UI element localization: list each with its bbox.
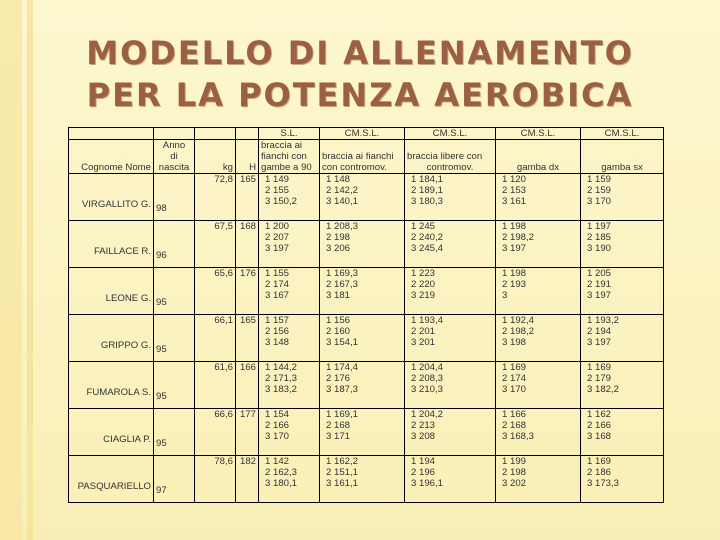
cm3-values	[498, 456, 578, 489]
results-table	[68, 127, 664, 503]
cm4-values	[583, 409, 661, 442]
cm4-trial-value: 1 169	[587, 362, 612, 373]
cm4-trial-value: 1 159	[587, 174, 612, 185]
cm1-cell	[320, 221, 405, 268]
header-row-labels	[69, 140, 664, 174]
cm2-values	[407, 174, 493, 207]
header-group-cm1: CM.S.L.	[320, 128, 405, 140]
cm4-trial-value: 2 159	[587, 185, 612, 196]
cm2-cell	[405, 268, 496, 315]
cm2-values	[407, 409, 493, 442]
weight-cell: 66,1	[195, 315, 236, 362]
cm1-trial-value: 3 181	[326, 290, 351, 301]
athlete-name-cell	[69, 409, 154, 456]
sl-trial-value: 3 183,2	[265, 384, 298, 395]
cm1-cell	[320, 456, 405, 503]
cm4-trial-value: 3 197	[587, 337, 612, 348]
cm2-cell	[405, 409, 496, 456]
cm1-values	[322, 174, 402, 207]
table-row	[69, 456, 664, 503]
cm1-values	[322, 268, 402, 301]
sl-trial-value: 1 200	[265, 221, 290, 232]
cm3-trial-value: 3 198	[502, 337, 527, 348]
cm2-trial-value: 1 194	[411, 456, 436, 467]
cm3-values	[498, 315, 578, 348]
cm2-cell	[405, 174, 496, 221]
cm2-trial-value: 1 193,4	[411, 315, 444, 326]
header-group-sl: S.L.	[259, 128, 320, 140]
cm3-cell	[496, 174, 581, 221]
cm1-trial-value: 3 154,1	[326, 337, 359, 348]
cm1-values	[322, 409, 402, 442]
table-row	[69, 268, 664, 315]
athlete-name-cell	[69, 174, 154, 221]
sl-trial-value: 2 171,3	[265, 373, 298, 384]
cm3-trial-value: 2 153	[502, 185, 527, 196]
cm2-trial-value: 3 208	[411, 431, 436, 442]
cm1-trial-value: 2 142,2	[326, 185, 359, 196]
sl-trial-value: 3 170	[265, 431, 290, 442]
cm2-trial-value: 1 223	[411, 268, 436, 279]
sl-trial-value: 1 154	[265, 409, 290, 420]
cm1-trial-value: 2 198	[326, 232, 351, 243]
cm3-trial-value: 3 161	[502, 196, 527, 207]
cm2-cell	[405, 456, 496, 503]
cm1-trial-value: 1 169,1	[326, 409, 359, 420]
athlete-name: CIAGLIA P.	[103, 433, 151, 445]
sl-values	[261, 268, 317, 301]
header-sl-line1: braccia ai	[261, 140, 303, 151]
sl-trial-value: 3 197	[265, 243, 290, 254]
cm3-trial-value: 1 198	[502, 221, 527, 232]
cm3-cell	[496, 268, 581, 315]
sl-cell	[259, 315, 320, 362]
cm1-trial-value: 1 169,3	[326, 268, 359, 279]
cm4-trial-value: 1 193,2	[587, 315, 620, 326]
birth-year: 96	[156, 249, 167, 261]
cm4-trial-value: 2 186	[587, 467, 612, 478]
weight-cell: 67,5	[195, 221, 236, 268]
cm1-cell	[320, 174, 405, 221]
cm4-cell	[581, 362, 664, 409]
cm3-trial-value: 2 174	[502, 373, 527, 384]
cm1-trial-value: 2 176	[326, 373, 351, 384]
height-cell: 165	[236, 315, 259, 362]
athlete-name-cell	[69, 315, 154, 362]
cm3-values	[498, 221, 578, 254]
sl-trial-value: 3 150,2	[265, 196, 298, 207]
birth-year-cell	[154, 456, 195, 503]
header-empty	[154, 128, 195, 140]
cm3-values	[498, 174, 578, 207]
sl-trial-value: 1 144,2	[265, 362, 298, 373]
cm4-trial-value: 2 185	[587, 232, 612, 243]
cm4-trial-value: 2 179	[587, 373, 612, 384]
sl-trial-value: 3 167	[265, 290, 290, 301]
cm1-trial-value: 1 148	[326, 174, 351, 185]
cm4-trial-value: 1 197	[587, 221, 612, 232]
cm2-trial-value: 3 210,3	[411, 384, 444, 395]
cm2-values	[407, 221, 493, 254]
header-cm1-line2: con contromov.	[322, 162, 387, 173]
cm4-trial-value: 1 169	[587, 456, 612, 467]
sl-cell	[259, 362, 320, 409]
cm2-trial-value: 3 219	[411, 290, 436, 301]
cm2-trial-value: 3 196,1	[411, 478, 444, 489]
table-row	[69, 315, 664, 362]
cm2-cell	[405, 362, 496, 409]
slide-title-line1: MODELLO DI ALLENAMENTO	[86, 34, 634, 72]
weight-cell: 78,6	[195, 456, 236, 503]
cm4-trial-value: 3 190	[587, 243, 612, 254]
header-h: H	[236, 140, 259, 174]
cm2-values	[407, 456, 493, 489]
table-row	[69, 221, 664, 268]
cm1-cell	[320, 268, 405, 315]
cm1-trial-value: 1 156	[326, 315, 351, 326]
cm3-trial-value: 2 198,2	[502, 326, 535, 337]
cm3-trial-value: 3	[502, 290, 508, 301]
sl-cell	[259, 409, 320, 456]
cm4-values	[583, 268, 661, 301]
cm1-trial-value: 3 187,3	[326, 384, 359, 395]
cm4-trial-value: 3 170	[587, 196, 612, 207]
cm1-trial-value: 1 208,3	[326, 221, 359, 232]
athlete-name-cell	[69, 456, 154, 503]
cm1-trial-value: 3 206	[326, 243, 351, 254]
header-cm3: gamba dx	[496, 140, 581, 174]
cm4-trial-value: 2 191	[587, 279, 612, 290]
cm2-cell	[405, 315, 496, 362]
birth-year-cell	[154, 362, 195, 409]
cm1-values	[322, 221, 402, 254]
cm3-trial-value: 3 197	[502, 243, 527, 254]
table-body	[69, 174, 664, 503]
cm3-values	[498, 409, 578, 442]
birth-year-cell	[154, 174, 195, 221]
cm3-trial-value: 2 198,2	[502, 232, 535, 243]
sl-trial-value: 2 155	[265, 185, 290, 196]
weight-cell: 72,8	[195, 174, 236, 221]
table-row	[69, 362, 664, 409]
cm1-values	[322, 456, 402, 489]
sl-values	[261, 315, 317, 348]
sl-trial-value: 3 180,1	[265, 478, 298, 489]
athlete-name-cell	[69, 221, 154, 268]
cm3-values	[498, 268, 578, 301]
athlete-name: PASQUARIELLO	[77, 480, 151, 492]
cm3-trial-value: 3 202	[502, 478, 527, 489]
cm2-trial-value: 1 184,1	[411, 174, 444, 185]
cm4-trial-value: 3 182,2	[587, 384, 620, 395]
header-empty	[69, 128, 154, 140]
cm2-trial-value: 2 189,1	[411, 185, 444, 196]
birth-year: 97	[156, 484, 167, 496]
sl-trial-value: 1 142	[265, 456, 290, 467]
header-cm2-line2: contromov.	[426, 162, 474, 173]
sl-trial-value: 2 207	[265, 232, 290, 243]
birth-year: 95	[156, 343, 167, 355]
cm2-trial-value: 2 196	[411, 467, 436, 478]
header-cognome-nome	[69, 140, 154, 174]
cm3-trial-value: 1 169	[502, 362, 527, 373]
athlete-name: GRIPPO G.	[100, 339, 151, 351]
birth-year-cell	[154, 315, 195, 362]
cm1-trial-value: 2 160	[326, 326, 351, 337]
sl-trial-value: 2 166	[265, 420, 290, 431]
cm2-trial-value: 2 240,2	[411, 232, 444, 243]
header-anno: Anno	[162, 140, 186, 151]
athlete-name: FAILLACE R.	[93, 245, 151, 257]
cm3-trial-value: 2 193	[502, 279, 527, 290]
cm4-trial-value: 3 197	[587, 290, 612, 301]
header-sl-line3: gambe a 90	[261, 162, 312, 173]
cm2-trial-value: 3 201	[411, 337, 436, 348]
sl-cell	[259, 456, 320, 503]
cm4-cell	[581, 221, 664, 268]
height-cell: 182	[236, 456, 259, 503]
height-cell: 165	[236, 174, 259, 221]
cm2-trial-value: 1 245	[411, 221, 436, 232]
cm1-cell	[320, 362, 405, 409]
header-sl-line2: fianchi con	[261, 151, 307, 162]
header-cm4: gamba sx	[581, 140, 664, 174]
weight-cell: 61,6	[195, 362, 236, 409]
cm4-cell	[581, 174, 664, 221]
cm2-trial-value: 2 220	[411, 279, 436, 290]
header-empty	[236, 128, 259, 140]
sl-trial-value: 2 174	[265, 279, 290, 290]
cm2-trial-value: 2 208,3	[411, 373, 444, 384]
birth-year-cell	[154, 268, 195, 315]
cm3-trial-value: 1 198	[502, 268, 527, 279]
cm3-trial-value: 1 199	[502, 456, 527, 467]
height-cell: 168	[236, 221, 259, 268]
cm4-trial-value: 2 166	[587, 420, 612, 431]
cm1-cell	[320, 315, 405, 362]
cm2-trial-value: 3 245,4	[411, 243, 444, 254]
header-sl	[259, 140, 320, 174]
cm2-values	[407, 268, 493, 301]
cm2-trial-value: 1 204,4	[411, 362, 444, 373]
header-anno-nascita	[154, 140, 195, 174]
birth-year: 98	[156, 202, 167, 214]
cm3-trial-value: 2 168	[502, 420, 527, 431]
header-row-group	[69, 128, 664, 140]
sl-values	[261, 221, 317, 254]
header-cm1-line1: braccia ai fianchi	[322, 151, 394, 162]
birth-year: 95	[156, 390, 167, 402]
cm2-trial-value: 2 213	[411, 420, 436, 431]
height-cell: 177	[236, 409, 259, 456]
cm3-trial-value: 3 170	[502, 384, 527, 395]
sl-trial-value: 2 162,3	[265, 467, 298, 478]
height-cell: 166	[236, 362, 259, 409]
sl-values	[261, 362, 317, 395]
height-cell: 176	[236, 268, 259, 315]
cm1-trial-value: 3 161,1	[326, 478, 359, 489]
header-group-cm4: CM.S.L.	[581, 128, 664, 140]
cm4-trial-value: 1 205	[587, 268, 612, 279]
birth-year-cell	[154, 221, 195, 268]
header-nascita: nascita	[158, 162, 190, 173]
cm4-cell	[581, 409, 664, 456]
athlete-name-cell	[69, 362, 154, 409]
cm2-trial-value: 3 180,3	[411, 196, 444, 207]
cm3-trial-value: 3 168,3	[502, 431, 535, 442]
cm4-cell	[581, 315, 664, 362]
cm4-cell	[581, 268, 664, 315]
header-cm1	[320, 140, 405, 174]
cm2-values	[407, 362, 493, 395]
cm3-cell	[496, 456, 581, 503]
cm1-values	[322, 315, 402, 348]
cm3-cell	[496, 362, 581, 409]
cm3-cell	[496, 221, 581, 268]
header-group-cm3: CM.S.L.	[496, 128, 581, 140]
cm3-trial-value: 1 120	[502, 174, 527, 185]
sl-values	[261, 174, 317, 207]
cm3-cell	[496, 315, 581, 362]
cm3-trial-value: 1 166	[502, 409, 527, 420]
header-kg: kg	[195, 140, 236, 174]
cm3-trial-value: 2 198	[502, 467, 527, 478]
cm4-values	[583, 315, 661, 348]
birth-year-cell	[154, 409, 195, 456]
slide-title-line2: PER LA POTENZA AEROBICA	[86, 76, 634, 114]
header-group-cm2: CM.S.L.	[405, 128, 496, 140]
sl-trial-value: 1 149	[265, 174, 290, 185]
sl-trial-value: 2 156	[265, 326, 290, 337]
table-row	[69, 409, 664, 456]
header-empty	[195, 128, 236, 140]
cm3-cell	[496, 409, 581, 456]
athlete-name: FUMAROLA S.	[86, 386, 151, 398]
cm4-trial-value: 2 194	[587, 326, 612, 337]
sl-trial-value: 1 157	[265, 315, 290, 326]
athlete-name: VIRGALLITO G.	[81, 198, 151, 210]
cm4-values	[583, 221, 661, 254]
athlete-name: LEONE G.	[105, 292, 151, 304]
cm1-trial-value: 3 171	[326, 431, 351, 442]
cm4-cell	[581, 456, 664, 503]
header-cm2	[405, 140, 496, 174]
cm3-values	[498, 362, 578, 395]
sl-trial-value: 1 155	[265, 268, 290, 279]
sl-cell	[259, 174, 320, 221]
sl-cell	[259, 268, 320, 315]
header-di: di	[170, 151, 178, 162]
cm4-trial-value: 3 168	[587, 431, 612, 442]
table-row	[69, 174, 664, 221]
cm4-values	[583, 174, 661, 207]
header-cm2-line1: braccia libere con	[407, 151, 483, 162]
cm3-trial-value: 1 192,4	[502, 315, 535, 326]
birth-year: 95	[156, 437, 167, 449]
sl-values	[261, 456, 317, 489]
sl-cell	[259, 221, 320, 268]
birth-year: 95	[156, 296, 167, 308]
weight-cell: 66,6	[195, 409, 236, 456]
cm2-trial-value: 1 204,2	[411, 409, 444, 420]
cm1-trial-value: 3 140,1	[326, 196, 359, 207]
sl-trial-value: 3 148	[265, 337, 290, 348]
cm1-cell	[320, 409, 405, 456]
cm2-values	[407, 315, 493, 348]
cm1-trial-value: 1 162,2	[326, 456, 359, 467]
cm4-values	[583, 456, 661, 489]
cm1-trial-value: 1 174,4	[326, 362, 359, 373]
cm1-trial-value: 2 168	[326, 420, 351, 431]
weight-cell: 65,6	[195, 268, 236, 315]
cm4-trial-value: 3 173,3	[587, 478, 620, 489]
cm1-trial-value: 2 151,1	[326, 467, 359, 478]
cm2-cell	[405, 221, 496, 268]
cm1-trial-value: 2 167,3	[326, 279, 359, 290]
cm1-values	[322, 362, 402, 395]
cm2-trial-value: 2 201	[411, 326, 436, 337]
cm4-values	[583, 362, 661, 395]
sl-values	[261, 409, 317, 442]
header-cognome-nome-text: Cognome Nome	[81, 162, 151, 173]
athlete-name-cell	[69, 268, 154, 315]
cm4-trial-value: 1 162	[587, 409, 612, 420]
